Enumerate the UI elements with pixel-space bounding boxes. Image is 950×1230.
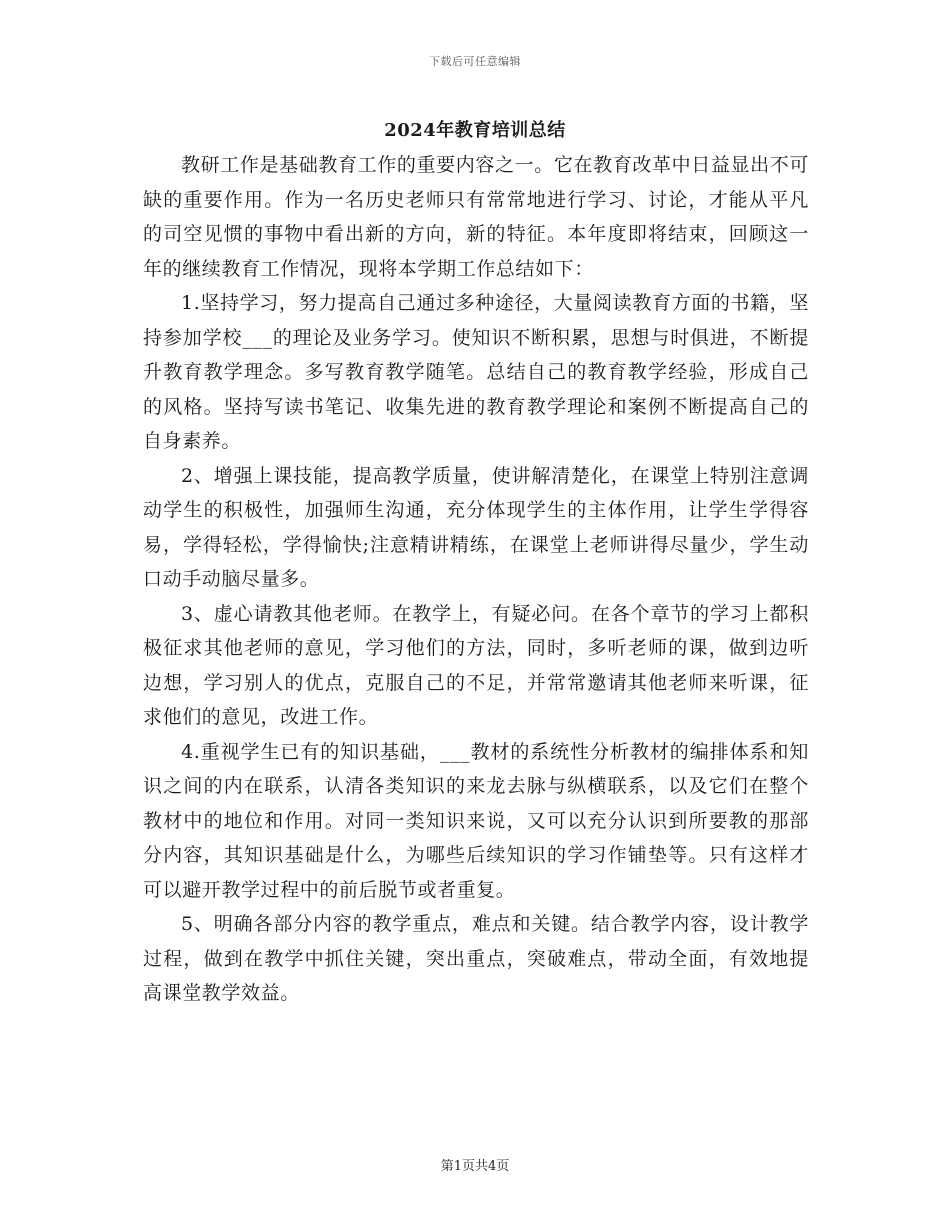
paragraph-item-3: 3、虚心请教其他老师。在教学上，有疑必问。在各个章节的学习上都积极征求其他老师的意见，学习他们的方法，同时，多听老师的课，做到边听边想，学习别人的优点，克服自己的不足，并常常邀请其他老师来听课，征求他们的意见，改进工作。 [143,602,809,728]
page-header-note: 下载后可任意编辑 [429,55,521,68]
document-title: 2024年教育培训总结 [384,120,566,141]
paragraph-item-4: 4.重视学生已有的知识基础，___教材的系统性分析教材的编排体系和知识之间的内在联系，认清各类知识的来龙去脉与纵横联系，以及它们在整个教材中的地位和作用。对同一类知识来说，又可以充分认识到所要教的那部分内容，其知识基础是什么，为哪些后续知识的学习作铺垫等。只有这样才可以避开教学过程中的前后脱节或者重复。 [143,740,809,901]
paragraph-item-2: 2、增强上课技能，提高教学质量，使讲解清楚化，在课堂上特别注意调动学生的积极性，加强师生沟通，充分体现学生的主体作用，让学生学得容易，学得轻松，学得愉快;注意精讲精练，在课堂上老师讲得尽量少，学生动口动手动脑尽量多。 [143,464,809,590]
paragraph-item-5: 5、明确各部分内容的教学重点，难点和关键。结合教学内容，设计教学过程，做到在教学中抓住关键，突出重点，突破难点，带动全面，有效地提高课堂教学效益。 [143,913,809,1004]
document-body [143,148,809,1011]
paragraph-item-1: 1.坚持学习，努力提高自己通过多种途径，大量阅读教育方面的书籍，坚持参加学校___的理论及业务学习。使知识不断积累，思想与时俱进，不断提升教育教学理念。多写教育教学随笔。总结自己的教育教学经验，形成自己的风格。坚持写读书笔记、收集先进的教育教学理论和案例不断提高自己的自身素养。 [143,292,809,452]
page-number-footer: 第1页共4页 [440,1159,510,1174]
paragraph-intro: 教研工作是基础教育工作的重要内容之一。它在教育改革中日益显出不可缺的重要作用。作为一名历史老师只有常常地进行学习、讨论，才能从平凡的司空见惯的事物中看出新的方向，新的特征。本年度即将结束，回顾这一年的继续教育工作情况，现将本学期工作总结如下： [143,154,809,280]
